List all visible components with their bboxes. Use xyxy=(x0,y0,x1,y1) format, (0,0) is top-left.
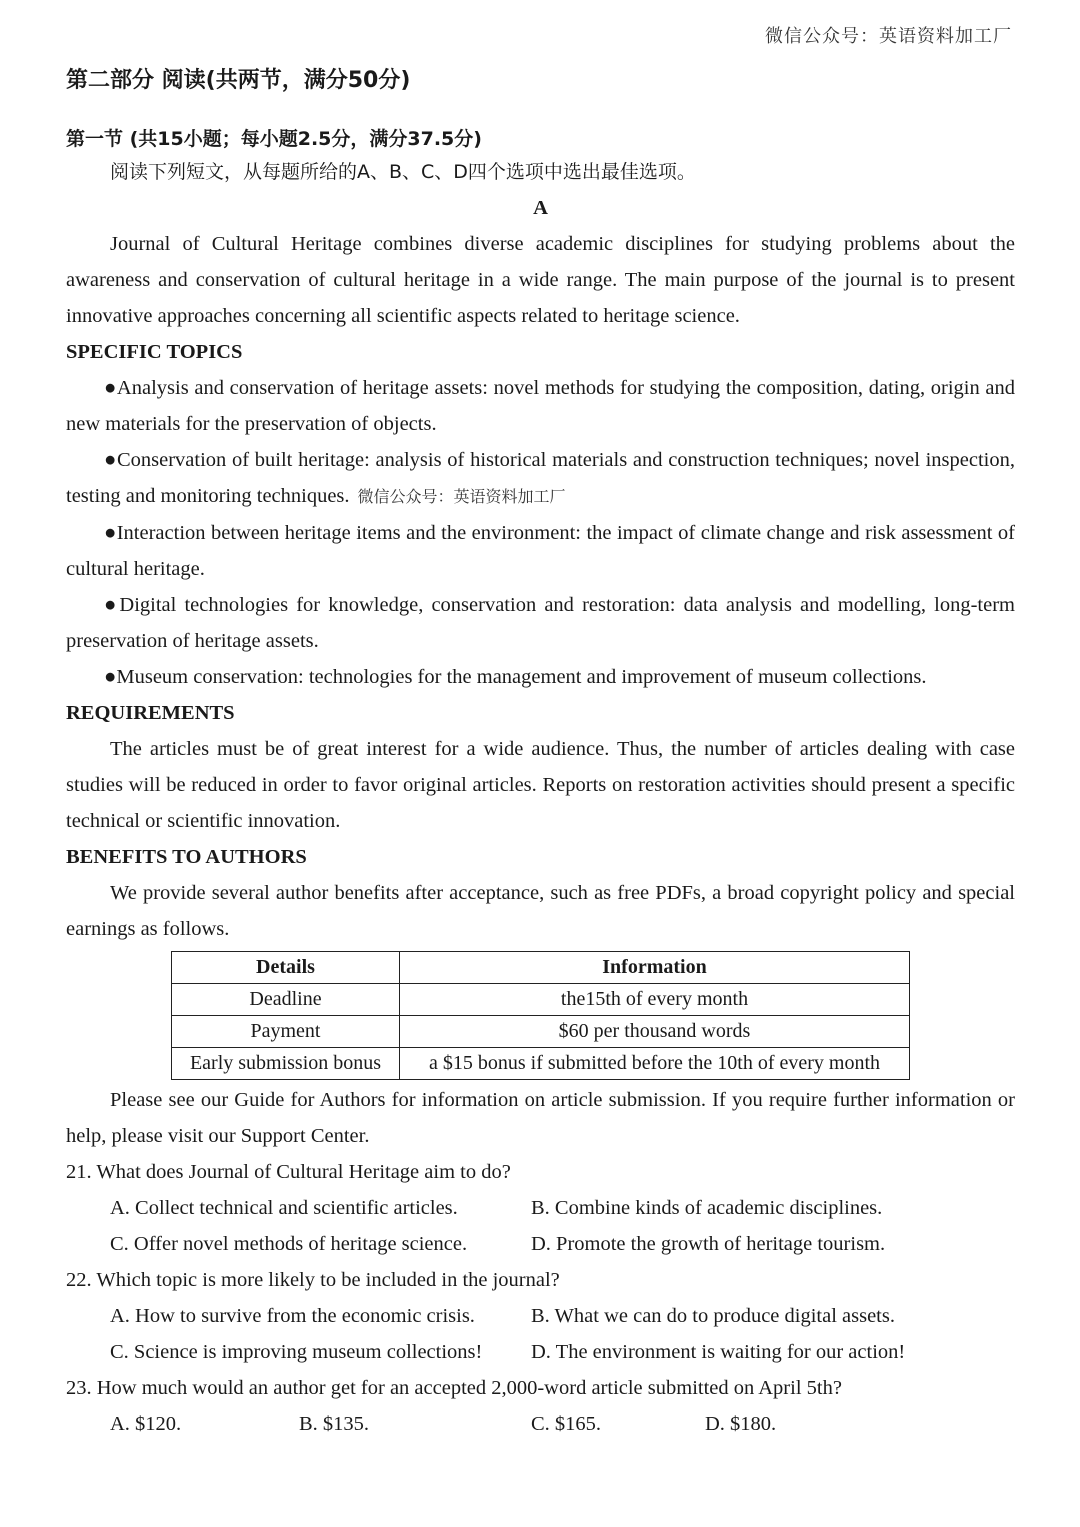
intro-paragraph: Journal of Cultural Heritage combines diverse academic disciplines for studying problems about the awareness and conservation of cultural heritage in a wide range. The main purpose of the journal is to present innovative approaches concerning all scientific aspects related to heritage science. xyxy=(66,233,1015,327)
topic-item: ●Museum conservation: technologies for the management and improvement of museum collections. xyxy=(104,666,927,688)
question-stem: 21. What does Journal of Cultural Heritage aim to do? xyxy=(66,1161,511,1183)
table-row xyxy=(172,1048,910,1080)
table-header-row xyxy=(172,952,910,984)
question-stem: 23. How much would an author get for an accepted 2,000-word article submitted on April 5th? xyxy=(66,1377,842,1399)
option-row xyxy=(66,1298,1015,1334)
section-title: 第一节 (共15小题；每小题2.5分，满分37.5分) xyxy=(66,128,482,150)
requirements-paragraph: The articles must be of great interest for a wide audience. Thus, the number of articles dealing with case studies will be reduced in order to favor original articles. Reports on restoration activities should present a specific technical or scientific innovation. xyxy=(66,738,1015,832)
instruction: 阅读下列短文，从每题所给的A、B、C、D四个选项中选出最佳选项。 xyxy=(110,161,696,183)
table-header-cell: Details xyxy=(172,952,400,984)
table-cell: a $15 bonus if submitted before the 10th of every month xyxy=(400,1048,910,1080)
topics-heading: SPECIFIC TOPICS xyxy=(66,341,243,363)
benefits-paragraph: We provide several author benefits after acceptance, such as free PDFs, a broad copyright policy and special earnings as follows. xyxy=(66,882,1015,940)
option-a[interactable]: A. How to survive from the economic crisis. xyxy=(110,1305,475,1327)
option-d[interactable]: D. $180. xyxy=(705,1413,777,1435)
topic-item: ●Analysis and conservation of heritage assets: novel methods for studying the composition, dating, origin and new materials for the preservation of objects. xyxy=(66,377,1015,435)
option-row xyxy=(66,1190,1015,1226)
benefits-table xyxy=(171,951,910,1080)
table-header-cell: Information xyxy=(400,952,910,984)
closing-paragraph: Please see our Guide for Authors for information on article submission. If you require further information or help, please visit our Support Center. xyxy=(66,1089,1015,1147)
option-a[interactable]: A. Collect technical and scientific articles. xyxy=(110,1197,458,1219)
inline-watermark: 微信公众号：英语资料加工厂 xyxy=(357,487,566,506)
option-c[interactable]: C. Offer novel methods of heritage science. xyxy=(110,1233,468,1255)
topic-item: ●Digital technologies for knowledge, conservation and restoration: data analysis and modelling, long-term preservation of heritage assets. xyxy=(66,594,1015,652)
option-c[interactable]: C. Science is improving museum collections! xyxy=(110,1341,483,1363)
table-cell: Early submission bonus xyxy=(172,1048,400,1080)
option-c[interactable]: C. $165. xyxy=(531,1413,602,1435)
option-d[interactable]: D. The environment is waiting for our action! xyxy=(531,1341,906,1363)
option-row xyxy=(66,1226,1015,1262)
option-d[interactable]: D. Promote the growth of heritage tourism. xyxy=(531,1233,886,1255)
option-b[interactable]: B. $135. xyxy=(299,1413,370,1435)
table-row xyxy=(172,984,910,1016)
page-content xyxy=(66,62,1015,1442)
passage-letter: A xyxy=(533,197,548,219)
option-a[interactable]: A. $120. xyxy=(110,1413,182,1435)
option-row xyxy=(66,1334,1015,1370)
option-row xyxy=(66,1406,1015,1442)
table-row xyxy=(172,1016,910,1048)
table-cell: $60 per thousand words xyxy=(400,1016,910,1048)
part-title: 第二部分 阅读(共两节，满分50分) xyxy=(66,68,411,93)
topic-item xyxy=(66,442,1015,515)
topic-item: ●Interaction between heritage items and the environment: the impact of climate change and risk assessment of cultural heritage. xyxy=(66,522,1015,580)
table-cell: the15th of every month xyxy=(400,984,910,1016)
header-watermark: 微信公众号：英语资料加工厂 xyxy=(765,26,1012,47)
requirements-heading: REQUIREMENTS xyxy=(66,702,235,724)
table-cell: Deadline xyxy=(172,984,400,1016)
question-stem: 22. Which topic is more likely to be included in the journal? xyxy=(66,1269,560,1291)
table-cell: Payment xyxy=(172,1016,400,1048)
benefits-heading: BENEFITS TO AUTHORS xyxy=(66,846,307,868)
topic-text: ●Conservation of built heritage: analysis of historical materials and construction techniques; novel inspection, testing and monitoring techniques. xyxy=(66,449,1015,507)
option-b[interactable]: B. What we can do to produce digital assets. xyxy=(531,1305,895,1327)
option-b[interactable]: B. Combine kinds of academic disciplines. xyxy=(531,1197,883,1219)
